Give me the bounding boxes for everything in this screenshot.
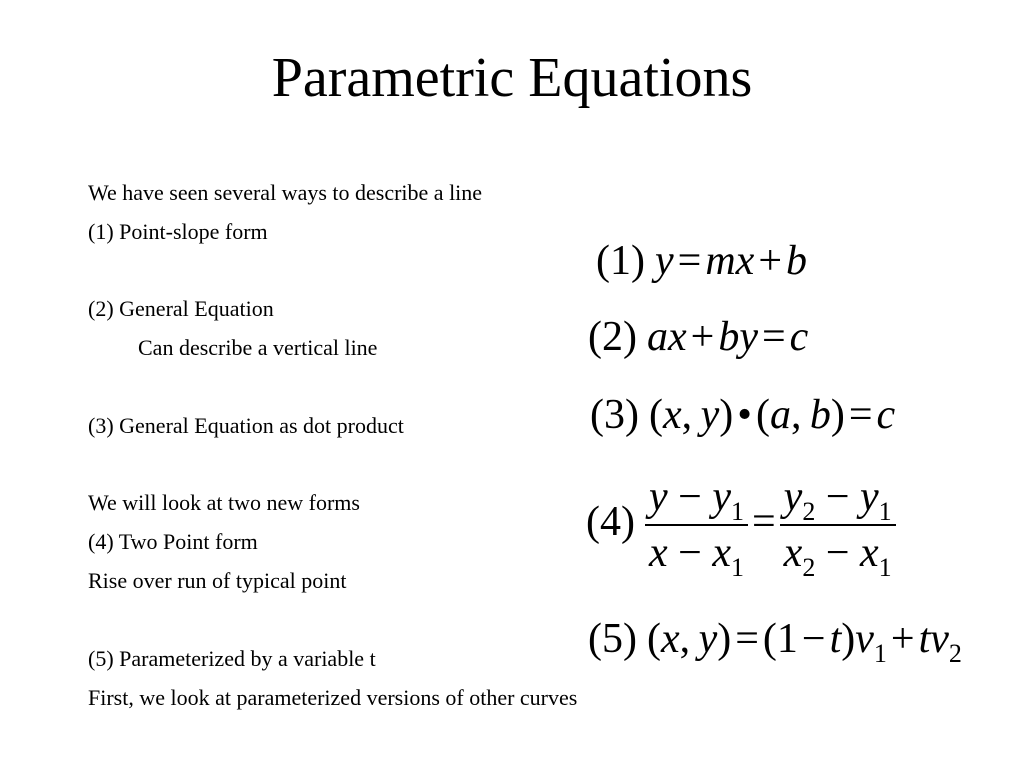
text-line-two-point: (4) Two Point form — [88, 529, 258, 554]
text-line-intro: We have seen several ways to describe a line — [88, 180, 483, 205]
equation-4-label: (4) — [586, 498, 635, 545]
equation-3-label: (3) — [590, 392, 639, 438]
equation-5: (5) (x, $y)=(1-t)v_1+tv_2$ — [588, 616, 962, 668]
equation-2: (2) ax+by=c — [588, 314, 809, 360]
text-line-parameterized: (5) Parameterized by a variable t — [88, 646, 376, 671]
text-line-other-curves: First, we look at parameterized versions of other curves — [88, 685, 578, 710]
equation-3: (3) (x, y)•(a, b)=c — [590, 392, 896, 438]
equation-1-label: (1) — [596, 238, 645, 284]
slide-title: Parametric Equations — [271, 47, 753, 109]
equation-4: (4) $\frac{y - y_1}{x - x_1}$ = $\frac{y_2 - y_1}{x_2 - x_1}$ — [586, 470, 896, 580]
text-line-general-equation: (2) General Equation — [88, 296, 274, 321]
text-line-new-forms: We will look at two new forms — [88, 490, 360, 515]
text-line-vertical-line: Can describe a vertical line — [138, 335, 378, 360]
text-line-point-slope: (1) Point-slope form — [88, 219, 268, 244]
equation-5-label: (5) — [588, 616, 637, 662]
equation-4-left-fraction: $\frac{y - y_1}{x - x_1}$ — [645, 470, 748, 580]
equation-1: (1) y=mx+b — [596, 238, 807, 284]
equation-2-label: (2) — [588, 314, 637, 360]
text-line-dot-product: (3) General Equation as dot product — [88, 413, 404, 438]
equation-4-right-fraction: $\frac{y_2 - y_1}{x_2 - x_1}$ — [780, 470, 896, 580]
text-line-rise-over-run: Rise over run of typical point — [88, 568, 347, 593]
